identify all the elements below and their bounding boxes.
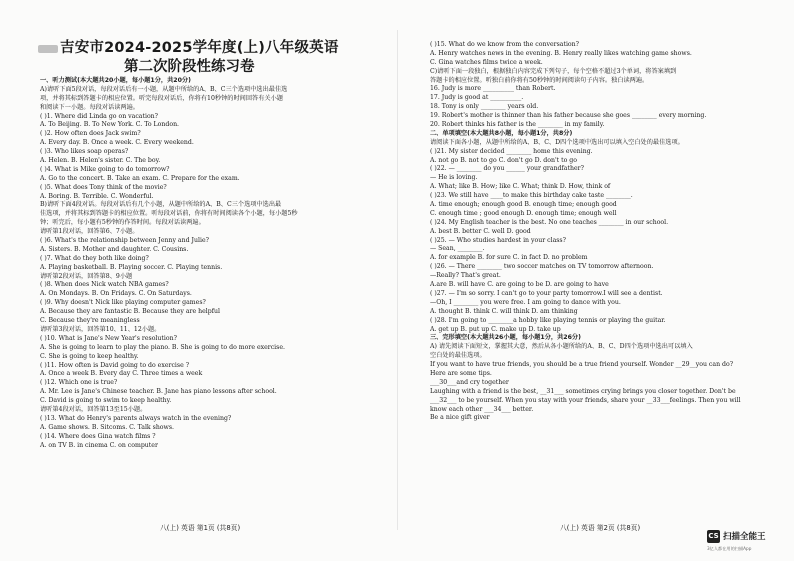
text-line: A. on TV B. in cinema C. on computer: [40, 441, 158, 449]
text-line: 19. Robert's mother is thinner than his father because she goes ________ every morning.: [430, 112, 707, 120]
text-line: A. get up B. put up C. make up D. take up: [430, 325, 561, 333]
text-line: A. thought B. think C. will think D. am thinking: [430, 307, 578, 315]
text-line: 20. Robert thinks his father is the ________ in my family.: [430, 121, 605, 129]
text-line: A. best B. better C. well D. good: [430, 227, 531, 235]
right-page-body: [430, 41, 775, 423]
text-line: ( )23. We still have ____to make this birthday cake taste ________.: [430, 192, 633, 200]
text-line: ( )9. Why doesn't Nick like playing computer games?: [40, 299, 206, 307]
text-line: A. Henry watches news in the evening. B. Henry really likes watching game shows.: [430, 49, 692, 57]
text-line: A. What; like B. How; like C. What; think D. How, think of: [430, 183, 611, 191]
text-line: ( )24. My English teacher is the best. No one teaches ________ in our school.: [430, 218, 669, 226]
text-line: 钟；听完后，每小题有5秒钟的作答时间。每段对话读两遍。: [40, 219, 205, 227]
text-line: —Oh, I ________ you were free. I am going to dance with you.: [430, 298, 621, 306]
text-line: C. Because they're meaningless: [40, 317, 140, 325]
text-line: A. Every day. B. Once a week. C. Every weekend.: [40, 139, 194, 147]
text-line: ( )13. What do Henry's parents always watch in the evening?: [40, 414, 232, 422]
text-line: ( )21. My sister decided ________ home this evening.: [430, 147, 593, 155]
text-line: ( )10. What is Jane's New Year's resolution?: [40, 334, 177, 342]
page-footer-left: 八(上) 英语 第1页 (共8页): [160, 524, 241, 532]
text-line: C. David is going to swim to keep healthy.: [40, 397, 172, 405]
camscanner-icon: CS: [707, 530, 720, 543]
text-line: A) 请先阅读下面短文，掌握其大意，然后从各小题所给的A、B、C、D四个选项中选出可以填入: [430, 343, 693, 351]
text-line: Laughing with a friend is the best, __31___ sometimes crying brings you closer together. Don't be: [430, 387, 736, 395]
text-line: ( )22. — ________ do you ______ your grandfather?: [430, 165, 584, 173]
text-line: A. Boring. B. Terrible. C. Wonderful.: [40, 192, 154, 200]
logo-tagline: 3亿人都在用的扫描App: [707, 546, 752, 551]
text-line: ( )1. Where did Linda go on vacation?: [40, 112, 158, 120]
text-line: 佳选项，并将其标到答题卡的相应位置。听每段对话前，你将有时间阅读各个小题，每小题5秒: [40, 210, 298, 218]
text-line: 一、听力测试(本大题共20小题，每小题1分，共20分): [40, 77, 191, 84]
text-line: A. Mr. Lee is Jane's Chinese teacher. B. Jane has piano lessons after school.: [40, 388, 277, 396]
text-line: 请听第2段对话，回答第8、9小题: [40, 272, 133, 280]
text-line: 空白处的最佳选项。: [430, 352, 486, 360]
text-line: ( )25. — Who studies hardest in your class?: [430, 236, 566, 244]
text-line: ( )7. What do they both like doing?: [40, 254, 149, 262]
stamp-mark: [38, 45, 58, 53]
text-line: A. To Beijing. B. To New York. C. To London.: [40, 121, 180, 129]
page-right: [397, 0, 794, 561]
text-line: A)请听下面5段对话，每段对话后有一小题，从题中所给的A、B、C三个选项中选出最佳选: [40, 85, 288, 93]
text-line: —Really? That's great.: [430, 272, 501, 280]
text-line: 17. Judy is good at __________.: [430, 94, 524, 102]
text-line: ( )8. When does Nick watch NBA games?: [40, 281, 169, 289]
page-footer-right: 八(上) 英语 第2页 (共8页): [560, 524, 641, 532]
text-line: A. not go B. not to go C. don't go D. don't to go: [430, 156, 577, 164]
left-page-body: [40, 77, 390, 450]
text-line: A. Because they are fantastic B. Because they are helpful: [40, 308, 220, 316]
text-line: A. Playing basketball. B. Playing soccer. C. Playing tennis.: [40, 263, 223, 271]
text-line: know each other ___34___ better.: [430, 405, 534, 413]
text-line: ( )5. What does Tony think of the movie?: [40, 183, 167, 191]
text-line: C. enough time ; good enough D. enough time; enough well: [430, 209, 617, 217]
text-line: 请阅读下面各小题，从题中所给的A、B、C、D四个选项中选出可以填入空白处的最佳选项。: [430, 138, 684, 146]
text-line: 二、单项填空(本大题共8小题，每小题1分，共8分): [430, 129, 573, 137]
text-line: Here are some tips.: [430, 369, 492, 377]
text-line: ( )26. — There ________ two soccer matches on TV tomorrow afternoon.: [430, 263, 654, 271]
text-line: A. Helen. B. Helen's sister. C. The boy.: [40, 157, 161, 165]
text-line: ( )28. I'm going to ________a hobby like playing tennis or playing the guitar.: [430, 316, 666, 324]
text-line: ( )6. What's the relationship between Jenny and Julie?: [40, 237, 209, 245]
text-line: A. for example B. for sure C. in fact D. no problem: [430, 254, 588, 262]
text-line: C)请听下面一段独白，根据独白内容完成下列句子，每个空格不超过3个单词，将答案填到: [430, 67, 677, 75]
logo-name: 扫描全能王: [723, 532, 766, 542]
text-line: A. Game shows. B. Sitcoms. C. Talk shows.: [40, 423, 174, 431]
text-line: 项，并将其标到答题卡的相应位置。听完每段对话后，你将有10秒钟的时间回答有关小题: [40, 94, 283, 102]
text-line: Be a nice gift giver: [430, 414, 490, 422]
text-line: A. She is going to learn to play the piano. B. She is going to do more exercise.: [40, 343, 285, 351]
text-line: ( )27. — I'm so sorry. I can't go to your party tomorrow.I will see a dentist.: [430, 289, 663, 297]
text-line: C. Gina watches films twice a week.: [430, 58, 543, 66]
text-line: — Sean, ________.: [430, 245, 485, 253]
text-line: 18. Tony is only ________ years old.: [430, 103, 539, 111]
exam-title: 吉安市2024-2025学年度(上)八年级英语: [60, 40, 339, 56]
text-line: A. Go to the concert. B. Take an exam. C. Prepare for the exam.: [40, 174, 240, 182]
text-line: ( )2. How often does Jack swim?: [40, 130, 141, 138]
text-line: 答题卡的相应位置。听独白前你将有50秒钟的时间阅读句子内容。独白读两遍。: [430, 76, 649, 84]
text-line: A. On Mondays. B. On Fridays. C. On Saturdays.: [40, 290, 192, 298]
text-line: 16. Judy is more __________ than Robert.: [430, 85, 556, 93]
text-line: 请听第3段对话，回答第10、11、12小题。: [40, 325, 161, 333]
text-line: ( )3. Who likes soap operas?: [40, 148, 129, 156]
text-line: A. Sisters. B. Mother and daughter. C. Cousins.: [40, 245, 189, 253]
text-line: 请听第1段对话，回答第6、7小题。: [40, 228, 139, 236]
text-line: 请听第4段对话，回答第13至15小题。: [40, 405, 147, 413]
text-line: A.are B. will have C. are going to be D. are going to have: [430, 281, 609, 289]
text-line: ___30___and cry together: [430, 378, 509, 386]
scanner-logo: [707, 528, 787, 556]
text-line: B)请听下面4段对话。每段对话后有几个小题，从题中所给的A、B、C三个选项中选出最: [40, 201, 282, 209]
text-line: ( )14. Where does Gina watch films ?: [40, 432, 156, 440]
text-line: ( )12. Which one is true?: [40, 379, 118, 387]
text-line: C. She is going to keep healthy.: [40, 352, 139, 360]
text-line: 三、完形填空(本大题共26小题，每小题1分，共26分): [430, 334, 581, 342]
text-line: A. Once a week B. Every day C. Three times a week: [40, 370, 203, 378]
text-line: — He is loving.: [430, 174, 478, 182]
exam-subtitle: 第二次阶段性练习卷: [124, 59, 255, 75]
text-line: ( )11. How often is David going to do exercise ?: [40, 361, 190, 369]
text-line: ___32___ to be yourself. When you stay with your friends, share your __33___feelings. Then you will: [430, 396, 741, 404]
text-line: ( )4. What is Mike going to do tomorrow?: [40, 165, 170, 173]
text-line: 和阅读下一小题。每段对话读两遍。: [40, 103, 139, 111]
text-line: If you want to have true friends, you should be a true friend yourself. Wonder __29__you can do?: [430, 361, 734, 369]
text-line: A. time enough; enough good B. enough time; enough good: [430, 201, 617, 209]
text-line: ( )15. What do we know from the conversation?: [430, 41, 579, 48]
